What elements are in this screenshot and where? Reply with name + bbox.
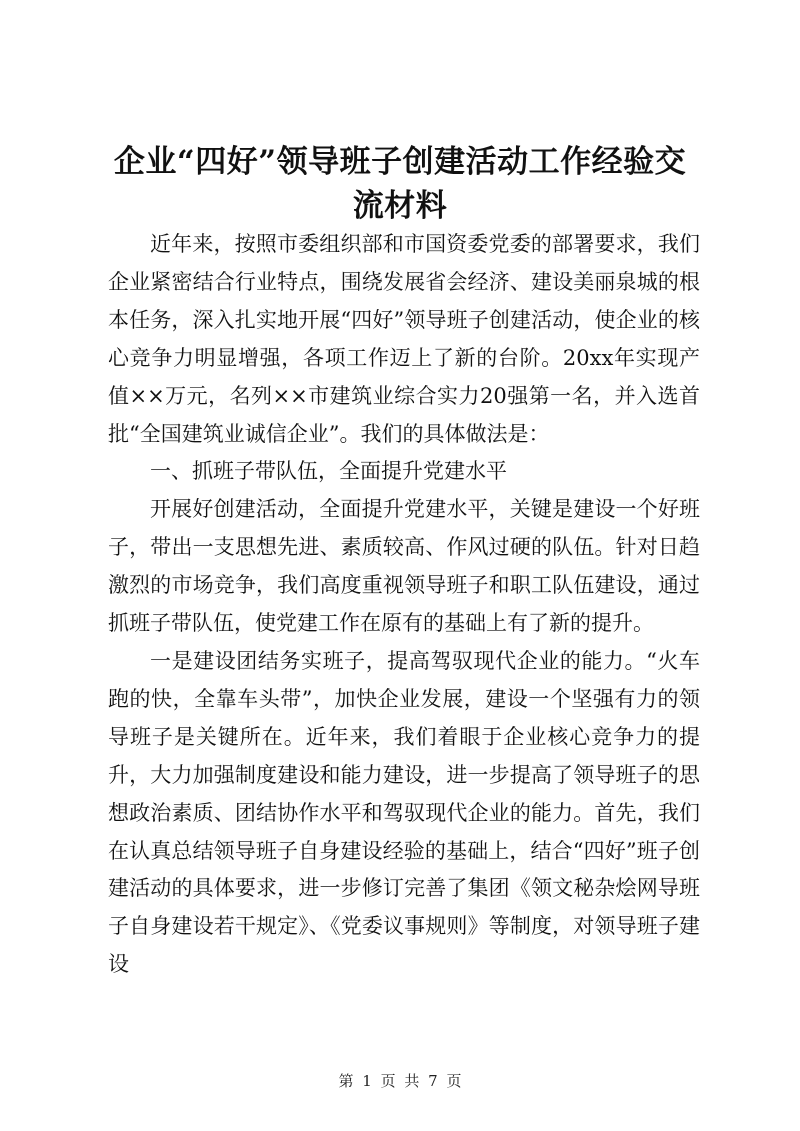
section-heading-1: 一、抓班子带队伍，全面提升党建水平 bbox=[150, 459, 507, 484]
document-body bbox=[108, 226, 700, 984]
paragraph-section-1: 开展好创建活动，全面提升党建水平，关键是建设一个好班子，带出一支思想先进、素质较高、作风过硬的队伍。针对日趋激烈的市场竞争，我们高度重视领导班子和职工队伍建设，通过抓班子带队伍，使党建工作在原有的基础上有了新的提升。 bbox=[108, 497, 700, 636]
page-number-footer: 第 1 页 共 7 页 bbox=[338, 1072, 462, 1090]
paragraph-point-1: 一是建设团结务实班子，提高驾驭现代企业的能力。“火车跑的快，全靠车头带”，加快企业发展，建设一个坚强有力的领导班子是关键所在。近年来，我们着眼于企业核心竞争力的提升，大力加强制度建设和能力建设，进一步提高了领导班子的思想政治素质、团结协作水平和驾驭现代企业的能力。首先，我们在认真总结领导班子自身建设经验的基础上，结合“四好”班子创建活动的具体要求，进一步修订完善了集团《领文秘杂烩网导班子自身建设若干规定》、《党委议事规则》等制度，对领导班子建设 bbox=[108, 648, 700, 977]
paragraph-intro: 近年来，按照市委组织部和市国资委党委的部署要求，我们企业紧密结合行业特点，围绕发展省会经济、建设美丽泉城的根本任务，深入扎实地开展“四好”领导班子创建活动，使企业的核心竞争力明显增强，各项工作迈上了新的台阶。20xx年实现产值××万元，名列××市建筑业综合实力20强第一名，并入选首批“全国建筑业诚信企业”。我们的具体做法是： bbox=[108, 232, 700, 446]
document-title: 企业“四好”领导班子创建活动工作经验交流材料 bbox=[113, 144, 687, 224]
